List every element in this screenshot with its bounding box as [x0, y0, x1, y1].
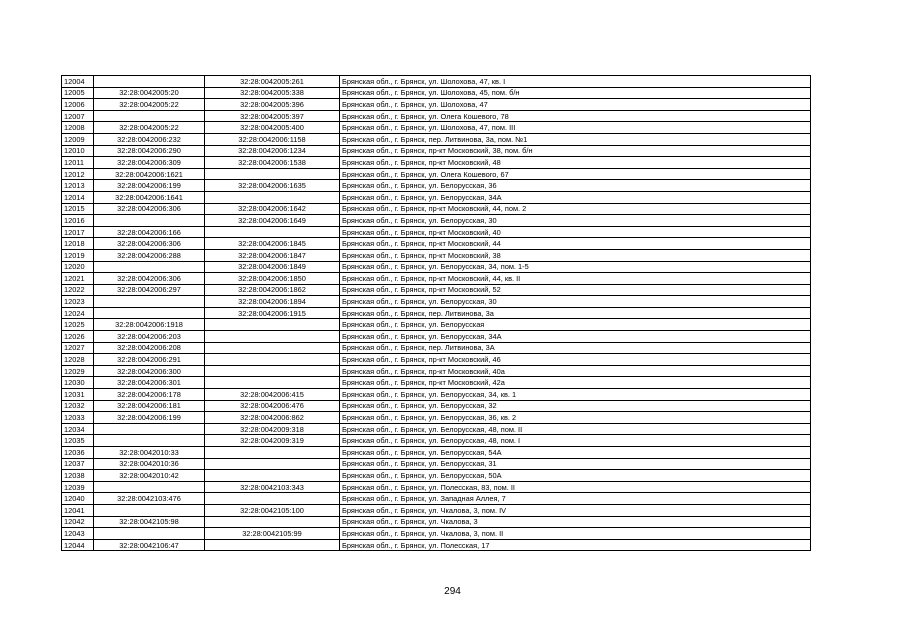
object-cadastral-number-cell: 32:28:0042006:862 [205, 412, 340, 424]
row-number-cell: 12029 [62, 365, 94, 377]
row-number-cell: 12004 [62, 76, 94, 88]
cadastral-number-cell [94, 528, 205, 540]
object-cadastral-number-cell: 32:28:0042006:1915 [205, 307, 340, 319]
table-row [62, 191, 811, 203]
object-cadastral-number-cell: 32:28:0042006:1850 [205, 273, 340, 285]
object-cadastral-number-cell [205, 470, 340, 482]
table-row [62, 157, 811, 169]
cadastral-number-cell: 32:28:0042010:33 [94, 447, 205, 459]
object-cadastral-number-cell: 32:28:0042006:1642 [205, 203, 340, 215]
row-number-cell: 12021 [62, 273, 94, 285]
object-cadastral-number-cell [205, 319, 340, 331]
cadastral-number-cell [94, 307, 205, 319]
cadastral-number-cell: 32:28:0042006:291 [94, 354, 205, 366]
address-cell: Брянская обл., г. Брянск, пер. Литвинова, 3а, пом. №1 [340, 133, 811, 145]
row-number-cell: 12011 [62, 157, 94, 169]
object-cadastral-number-cell: 32:28:0042006:1862 [205, 284, 340, 296]
table-row [62, 180, 811, 192]
table-row [62, 458, 811, 470]
object-cadastral-number-cell: 32:28:0042006:1234 [205, 145, 340, 157]
address-cell: Брянская обл., г. Брянск, ул. Шолохова, 47 [340, 99, 811, 111]
object-cadastral-number-cell [205, 354, 340, 366]
address-cell: Брянская обл., г. Брянск, ул. Белорусская, 34, кв. 1 [340, 389, 811, 401]
cadastral-number-cell [94, 435, 205, 447]
cadastral-number-cell: 32:28:0042006:306 [94, 238, 205, 250]
object-cadastral-number-cell [205, 342, 340, 354]
table-row [62, 319, 811, 331]
address-cell: Брянская обл., г. Брянск, ул. Белорусская, 50А [340, 470, 811, 482]
cadastral-number-cell: 32:28:0042006:306 [94, 273, 205, 285]
table-row [62, 435, 811, 447]
object-cadastral-number-cell [205, 226, 340, 238]
row-number-cell: 12033 [62, 412, 94, 424]
table-row [62, 296, 811, 308]
object-cadastral-number-cell: 32:28:0042105:99 [205, 528, 340, 540]
object-cadastral-number-cell [205, 331, 340, 343]
row-number-cell: 12015 [62, 203, 94, 215]
row-number-cell: 12020 [62, 261, 94, 273]
address-cell: Брянская обл., г. Брянск, ул. Олега Кошевого, 67 [340, 168, 811, 180]
cadastral-number-cell [94, 261, 205, 273]
object-cadastral-number-cell [205, 493, 340, 505]
object-cadastral-number-cell: 32:28:0042005:396 [205, 99, 340, 111]
cadastral-number-cell: 32:28:0042005:20 [94, 87, 205, 99]
address-cell: Брянская обл., г. Брянск, ул. Западная Аллея, 7 [340, 493, 811, 505]
cadastral-number-cell: 32:28:0042006:199 [94, 412, 205, 424]
address-cell: Брянская обл., г. Брянск, ул. Белорусская, 48, пом. I [340, 435, 811, 447]
address-cell: Брянская обл., г. Брянск, ул. Чкалова, 3 [340, 516, 811, 528]
cadastral-number-cell: 32:28:0042006:181 [94, 400, 205, 412]
row-number-cell: 12042 [62, 516, 94, 528]
object-cadastral-number-cell: 32:28:0042006:1847 [205, 249, 340, 261]
table-row [62, 307, 811, 319]
row-number-cell: 12005 [62, 87, 94, 99]
table-row [62, 284, 811, 296]
address-cell: Брянская обл., г. Брянск, пр-кт Московский, 40 [340, 226, 811, 238]
table-row [62, 412, 811, 424]
table-row [62, 110, 811, 122]
table-row [62, 99, 811, 111]
address-cell: Брянская обл., г. Брянск, ул. Белорусская, 54А [340, 447, 811, 459]
cadastral-number-cell [94, 296, 205, 308]
object-cadastral-number-cell [205, 168, 340, 180]
address-cell: Брянская обл., г. Брянск, ул. Белорусская, 36, кв. 2 [340, 412, 811, 424]
cadastral-number-cell: 32:28:0042010:36 [94, 458, 205, 470]
row-number-cell: 12034 [62, 423, 94, 435]
table-row [62, 528, 811, 540]
address-cell: Брянская обл., г. Брянск, ул. Белорусская, 32 [340, 400, 811, 412]
registry-table [61, 75, 811, 551]
object-cadastral-number-cell: 32:28:0042005:261 [205, 76, 340, 88]
row-number-cell: 12039 [62, 481, 94, 493]
table-row [62, 249, 811, 261]
object-cadastral-number-cell [205, 447, 340, 459]
object-cadastral-number-cell: 32:28:0042005:338 [205, 87, 340, 99]
cadastral-number-cell [94, 110, 205, 122]
address-cell: Брянская обл., г. Брянск, пр-кт Московский, 38 [340, 249, 811, 261]
table-row [62, 76, 811, 88]
table-row [62, 133, 811, 145]
cadastral-number-cell: 32:28:0042006:309 [94, 157, 205, 169]
object-cadastral-number-cell [205, 191, 340, 203]
cadastral-number-cell: 32:28:0042006:290 [94, 145, 205, 157]
row-number-cell: 12018 [62, 238, 94, 250]
address-cell: Брянская обл., г. Брянск, ул. Белорусская, 36 [340, 180, 811, 192]
object-cadastral-number-cell [205, 458, 340, 470]
object-cadastral-number-cell [205, 539, 340, 551]
address-cell: Брянская обл., г. Брянск, пр-кт Московский, 44, кв. II [340, 273, 811, 285]
cadastral-number-cell [94, 481, 205, 493]
object-cadastral-number-cell: 32:28:0042006:1538 [205, 157, 340, 169]
row-number-cell: 12044 [62, 539, 94, 551]
address-cell: Брянская обл., г. Брянск, ул. Белорусская, 30 [340, 296, 811, 308]
row-number-cell: 12016 [62, 215, 94, 227]
row-number-cell: 12040 [62, 493, 94, 505]
registry-table-body [62, 76, 811, 551]
table-row [62, 168, 811, 180]
table-row [62, 331, 811, 343]
row-number-cell: 12036 [62, 447, 94, 459]
table-row [62, 226, 811, 238]
address-cell: Брянская обл., г. Брянск, пр-кт Московский, 38, пом. б/н [340, 145, 811, 157]
cadastral-number-cell [94, 504, 205, 516]
table-row [62, 481, 811, 493]
table-row [62, 389, 811, 401]
address-cell: Брянская обл., г. Брянск, ул. Белорусская, 31 [340, 458, 811, 470]
cadastral-number-cell [94, 423, 205, 435]
table-row [62, 504, 811, 516]
object-cadastral-number-cell: 32:28:0042006:1845 [205, 238, 340, 250]
address-cell: Брянская обл., г. Брянск, ул. Шолохова, 47, пом. III [340, 122, 811, 134]
cadastral-number-cell: 32:28:0042006:300 [94, 365, 205, 377]
row-number-cell: 12008 [62, 122, 94, 134]
row-number-cell: 12026 [62, 331, 94, 343]
row-number-cell: 12022 [62, 284, 94, 296]
address-cell: Брянская обл., г. Брянск, пр-кт Московский, 40а [340, 365, 811, 377]
row-number-cell: 12035 [62, 435, 94, 447]
table-row [62, 342, 811, 354]
table-row [62, 400, 811, 412]
table-row [62, 87, 811, 99]
cadastral-number-cell: 32:28:0042005:22 [94, 99, 205, 111]
address-cell: Брянская обл., г. Брянск, ул. Олега Кошевого, 78 [340, 110, 811, 122]
row-number-cell: 12032 [62, 400, 94, 412]
cadastral-number-cell: 32:28:0042106:47 [94, 539, 205, 551]
object-cadastral-number-cell: 32:28:0042103:343 [205, 481, 340, 493]
address-cell: Брянская обл., г. Брянск, пр-кт Московский, 44 [340, 238, 811, 250]
table-row [62, 470, 811, 482]
object-cadastral-number-cell: 32:28:0042006:1894 [205, 296, 340, 308]
cadastral-number-cell: 32:28:0042006:203 [94, 331, 205, 343]
object-cadastral-number-cell: 32:28:0042006:1158 [205, 133, 340, 145]
address-cell: Брянская обл., г. Брянск, пр-кт Московский, 46 [340, 354, 811, 366]
cadastral-number-cell: 32:28:0042006:178 [94, 389, 205, 401]
row-number-cell: 12014 [62, 191, 94, 203]
table-row [62, 261, 811, 273]
cadastral-number-cell: 32:28:0042006:306 [94, 203, 205, 215]
row-number-cell: 12030 [62, 377, 94, 389]
object-cadastral-number-cell: 32:28:0042009:319 [205, 435, 340, 447]
address-cell: Брянская обл., г. Брянск, пр-кт Московский, 44, пом. 2 [340, 203, 811, 215]
cadastral-number-cell: 32:28:0042005:22 [94, 122, 205, 134]
cadastral-number-cell [94, 76, 205, 88]
row-number-cell: 12031 [62, 389, 94, 401]
cadastral-number-cell: 32:28:0042010:42 [94, 470, 205, 482]
row-number-cell: 12024 [62, 307, 94, 319]
address-cell: Брянская обл., г. Брянск, ул. Белорусская [340, 319, 811, 331]
object-cadastral-number-cell: 32:28:0042006:415 [205, 389, 340, 401]
cadastral-number-cell: 32:28:0042006:232 [94, 133, 205, 145]
address-cell: Брянская обл., г. Брянск, ул. Белорусская, 48, пом. II [340, 423, 811, 435]
row-number-cell: 12013 [62, 180, 94, 192]
table-row [62, 273, 811, 285]
cadastral-number-cell: 32:28:0042006:1621 [94, 168, 205, 180]
object-cadastral-number-cell [205, 516, 340, 528]
cadastral-number-cell: 32:28:0042006:1641 [94, 191, 205, 203]
row-number-cell: 12038 [62, 470, 94, 482]
cadastral-number-cell: 32:28:0042006:1918 [94, 319, 205, 331]
address-cell: Брянская обл., г. Брянск, ул. Полесская, 17 [340, 539, 811, 551]
address-cell: Брянская обл., г. Брянск, пр-кт Московский, 52 [340, 284, 811, 296]
object-cadastral-number-cell: 32:28:0042009:318 [205, 423, 340, 435]
address-cell: Брянская обл., г. Брянск, ул. Белорусская, 30 [340, 215, 811, 227]
address-cell: Брянская обл., г. Брянск, пр-кт Московский, 48 [340, 157, 811, 169]
row-number-cell: 12012 [62, 168, 94, 180]
row-number-cell: 12019 [62, 249, 94, 261]
table-row [62, 377, 811, 389]
object-cadastral-number-cell: 32:28:0042006:1649 [205, 215, 340, 227]
address-cell: Брянская обл., г. Брянск, ул. Белорусская, 34А [340, 331, 811, 343]
cadastral-number-cell: 32:28:0042006:297 [94, 284, 205, 296]
table-row [62, 238, 811, 250]
row-number-cell: 12037 [62, 458, 94, 470]
address-cell: Брянская обл., г. Брянск, ул. Полесская, 83, пом. II [340, 481, 811, 493]
row-number-cell: 12027 [62, 342, 94, 354]
table-row [62, 423, 811, 435]
table-row [62, 493, 811, 505]
object-cadastral-number-cell [205, 365, 340, 377]
address-cell: Брянская обл., г. Брянск, пер. Литвинова, 3а [340, 307, 811, 319]
object-cadastral-number-cell: 32:28:0042105:100 [205, 504, 340, 516]
cadastral-number-cell: 32:28:0042103:476 [94, 493, 205, 505]
table-row [62, 203, 811, 215]
page-number: 294 [444, 586, 461, 597]
address-cell: Брянская обл., г. Брянск, ул. Шолохова, 45, пом. б/н [340, 87, 811, 99]
object-cadastral-number-cell: 32:28:0042005:400 [205, 122, 340, 134]
table-row [62, 122, 811, 134]
address-cell: Брянская обл., г. Брянск, ул. Белорусская, 34А [340, 191, 811, 203]
row-number-cell: 12028 [62, 354, 94, 366]
object-cadastral-number-cell: 32:28:0042006:1635 [205, 180, 340, 192]
object-cadastral-number-cell: 32:28:0042006:476 [205, 400, 340, 412]
cadastral-number-cell: 32:28:0042006:166 [94, 226, 205, 238]
address-cell: Брянская обл., г. Брянск, ул. Чкалова, 3, пом. IV [340, 504, 811, 516]
address-cell: Брянская обл., г. Брянск, ул. Белорусская, 34, пом. 1-5 [340, 261, 811, 273]
cadastral-number-cell: 32:28:0042006:208 [94, 342, 205, 354]
row-number-cell: 12025 [62, 319, 94, 331]
table-row [62, 539, 811, 551]
row-number-cell: 12007 [62, 110, 94, 122]
table-row [62, 215, 811, 227]
table-row [62, 365, 811, 377]
row-number-cell: 12006 [62, 99, 94, 111]
table-row [62, 145, 811, 157]
cadastral-number-cell: 32:28:0042006:199 [94, 180, 205, 192]
cadastral-number-cell: 32:28:0042006:288 [94, 249, 205, 261]
row-number-cell: 12023 [62, 296, 94, 308]
table-row [62, 447, 811, 459]
address-cell: Брянская обл., г. Брянск, пр-кт Московский, 42а [340, 377, 811, 389]
row-number-cell: 12017 [62, 226, 94, 238]
row-number-cell: 12043 [62, 528, 94, 540]
address-cell: Брянская обл., г. Брянск, ул. Шолохова, 47, кв. I [340, 76, 811, 88]
cadastral-number-cell: 32:28:0042006:301 [94, 377, 205, 389]
row-number-cell: 12009 [62, 133, 94, 145]
table-row [62, 516, 811, 528]
object-cadastral-number-cell: 32:28:0042006:1849 [205, 261, 340, 273]
object-cadastral-number-cell [205, 377, 340, 389]
object-cadastral-number-cell: 32:28:0042005:397 [205, 110, 340, 122]
row-number-cell: 12010 [62, 145, 94, 157]
cadastral-number-cell [94, 215, 205, 227]
address-cell: Брянская обл., г. Брянск, пер. Литвинова, 3А [340, 342, 811, 354]
cadastral-number-cell: 32:28:0042105:98 [94, 516, 205, 528]
table-row [62, 354, 811, 366]
address-cell: Брянская обл., г. Брянск, ул. Чкалова, 3, пом. II [340, 528, 811, 540]
row-number-cell: 12041 [62, 504, 94, 516]
